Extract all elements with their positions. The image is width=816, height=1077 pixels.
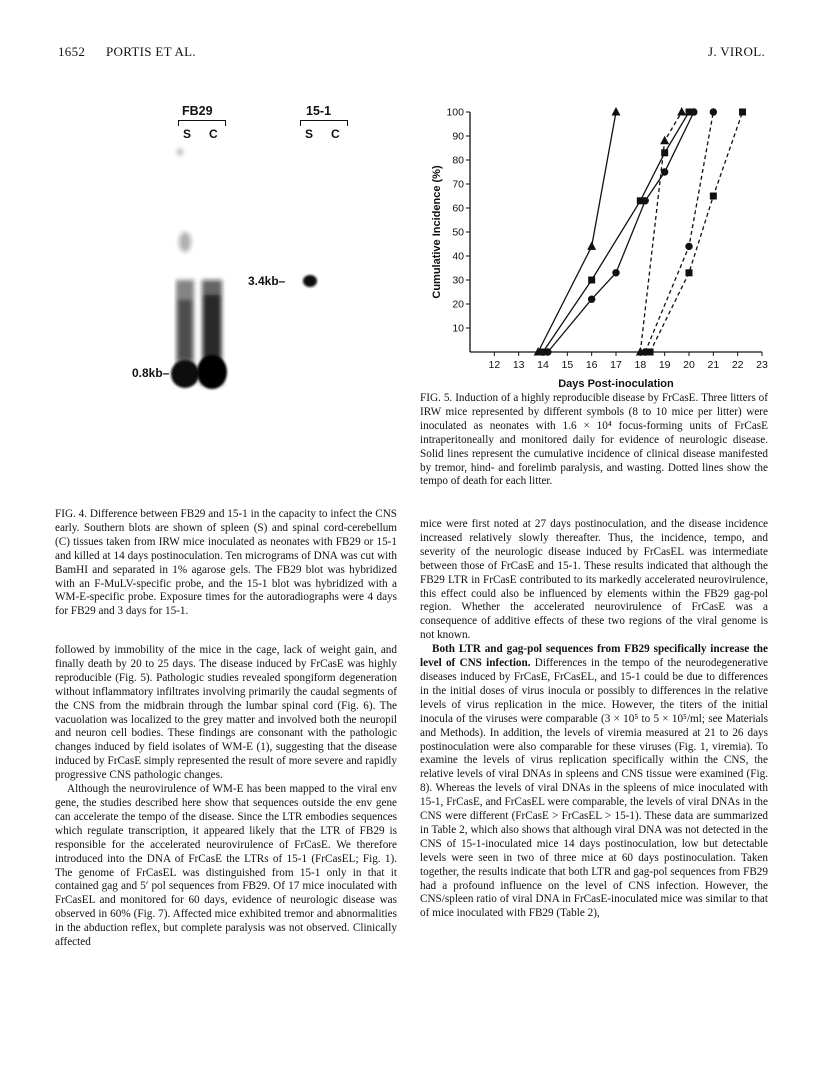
x-tick-label: 15 [561,359,574,371]
lane-label-fb29-c: C [209,127,218,141]
data-point-square [588,277,595,284]
right-column [420,518,768,921]
series-line-5 [645,112,713,352]
y-tick-label: 40 [452,250,464,263]
right-paragraph-1: mice were first noted at 27 days postinoculation, and the disease incidence increased relatively slowly thereafter. Thus, the incidence, tempo, and severity of the neurologic disease induced by FrCasEL was intermediate between those of FrCasE and 15-1. These results indicated that although the FB29 LTR in FrCasE contributed to its markedly accelerated neurovirulence, this effect could also be influenced by elements within the FB29 gag-pol region. Whether the accelerated neurovirulence of FrCasE was a consequence of additive effects of these two regions of the viral genome is not known. [420,518,768,642]
left-paragraph-2: Although the neurovirulence of WM-E has been mapped to the viral env gene, the studies described here show that sequences outside the env gene can accelerate the tempo of the disease. Since the LTR embodies sequences which regulate transcription, it appeared likely that the LTR of FB29 is responsible for the accelerated neurovirulence of FrCasE. We therefore introduced into the DNA of FrCasE the LTRs of 15-1 (FrCasEL; Fig. 1). The genome of FrCasEL was distinguished from 15-1 only in that it contained gag and 5′ pol sequences from FB29. Of 17 mice inoculated with FrCasEL and monitored for 60 days, evidence of neurologic disease was observed in 60% (Fig. 7). Affected mice exhibited tremor and abnormalities in the abduction reflex, but complete paralysis was not observed. Clinically affected [55,783,397,949]
x-tick-label: 12 [488,359,501,371]
band-fb29-c-0.8kb [197,355,227,389]
blot-title-15-1: 15-1 [306,104,332,118]
x-tick-label: 19 [658,359,671,371]
x-tick-label: 14 [537,359,549,371]
journal-name: J. VIROL. [708,44,765,59]
left-paragraph-1: followed by immobility of the mice in the cage, lack of weight gain, and finally death by 20 to 25 days. The disease induced by FrCasE was highly reproducible (Fig. 5). Pathologic studies revealed spongiform degeneration without inflammatory infiltrates involving primarily the caudal segments of the CNS from the midbrain through the lumbar spinal cord (Fig. 6). The vacuolation was localized to the grey matter and involved both the neuropil and neuron cell bodies. These findings are consonant with the pathologic changes induced by field isolates of WM-E (1), suggesting that the disease induced by FrCasE simply represented the result of more severe and rapidly progressive CNS pathologic changes. [55,644,397,782]
lane-label-fb29-s: S [183,127,192,141]
figure-5-chart [420,100,780,392]
x-tick-label: 20 [683,359,695,371]
series-line-2 [543,112,689,352]
y-tick-label: 50 [452,226,464,239]
data-point-circle [690,108,697,115]
x-tick-label: 13 [512,359,525,371]
y-tick-label: 80 [452,154,464,167]
blot-autoradiograph [52,100,352,490]
data-point-circle [642,197,649,204]
section-heading: Both LTR and gag-pol sequences from FB29 specifically increase the level of CNS infection. [420,643,768,670]
data-point-circle [588,296,595,303]
x-tick-label: 23 [756,359,768,371]
data-point-circle [685,243,692,250]
blot-title-fb29: FB29 [182,104,213,118]
data-point-square [686,269,693,276]
y-tick-label: 10 [452,322,464,335]
x-tick-label: 21 [707,359,720,371]
x-tick-label: 16 [585,359,598,371]
data-point-square [647,349,654,356]
data-point-triangle [612,107,621,116]
data-point-circle [710,108,717,115]
lane-label-15-1-s: S [305,127,314,141]
data-point-triangle [677,107,686,116]
band-fb29-s-0.8kb [171,360,199,388]
left-column [55,644,397,950]
lane-fb29-s-smear [176,148,196,382]
data-point-square [739,109,746,116]
figure-5-caption: FIG. 5. Induction of a highly reproducible disease by FrCasE. Three litters of IRW mice represented by different symbols (8 to 10 mice per litter) were inoculated as neonates with 1.6 × 10⁴ focus-forming units of FrCasE intraperitoneally and monitored daily for evidence of neurologic disease. Solid lines represent the cumulative incidence of clinical disease manifested by tremor, hind- and forelimb paralysis, and wasting. Dotted lines show the tempo of death for each litter. [420,392,768,488]
running-authors: PORTIS ET AL. [106,44,196,59]
data-point-square [661,149,668,156]
y-tick-label: 90 [452,130,464,143]
data-point-triangle [660,136,669,145]
x-tick-label: 22 [731,359,744,371]
marker-0.8kb: 0.8kb– [132,366,170,380]
x-tick-label: 18 [634,359,647,371]
data-point-square [710,193,717,200]
marker-3.4kb: 3.4kb– [248,274,286,288]
figure-4-caption: FIG. 4. Difference between FB29 and 15-1 in the capacity to infect the CNS early. Southern blots are shown of spleen (S) and spinal cord-cerebellum (C) tissues taken from IRW mice inoculated as neonates with FB29 or 15-1 and killed at 14 days postinoculation. Ten micrograms of DNA was cut with BamHI and separated in 1% agarose gels. The FB29 blot was hybridized with an F-MuLV-specific probe, and the 15-1 blot was hybridized with a WM-E-specific probe. Exposure times for the autoradiographs were 4 days for FB29 and 3 days for 15-1. [55,508,397,618]
page-number: 1652 [58,44,86,59]
x-axis-label: Days Post-inoculation [558,378,674,390]
band-15-1-s-3.4kb [303,275,317,287]
y-tick-label: 70 [452,178,464,191]
x-tick-label: 17 [610,359,622,371]
lane-label-15-1-c: C [331,127,340,141]
y-tick-label: 30 [452,274,464,287]
data-point-triangle [587,241,596,250]
figure-4-blots [52,100,352,490]
y-axis-label: Cumulative Incidence (%) [431,165,443,299]
y-tick-label: 100 [446,106,464,119]
y-tick-label: 20 [452,298,464,311]
data-point-circle [612,269,619,276]
data-point-circle [544,348,551,355]
data-point-circle [661,168,668,175]
series-line-4 [640,112,681,352]
right-paragraph-2: Differences in the tempo of the neurodegenerative diseases induced by FrCasE, FrCasEL, and 15-1 could be due to differences in the initial doses of virus inocula or possibly to differences in the relative levels of virus replication in the mice. However, the titers of the initial inocula of the viruses were comparable (3 × 10⁵ to 5 × 10⁵/ml; see Materials and Methods). In addition, the levels of viremia measured at 21 to 26 days postinoculation were also comparable for these viruses (Fig. 1, viremia). To examine the levels of virus replication specifically within the CNS, the relative levels of viral DNAs in spleens and CNS tissue were examined (Fig. 8). Whereas the levels of viral DNAs in the spleens of mice inoculated with 15-1, FrCasE, and FrCasEL were comparable, the levels of viral DNAs in the CNS were different (FrCasE > FrCasEL > 15-1). These data are summarized in Table 2, which also shows that although viral DNA was not detected in the CNS of 15-1-inoculated mice 14 days postinoculation, low but detectable levels were seen in two of three mice at 60 days postinoculation. Taken together, the results indicate that both LTR and gag-pol sequences from FB29 had a profound influence on the level of CNS infection. However, the CNS/spleen ratio of viral DNA in FrCasE-inoculated mice was similar to that of mice inoculated with FB29 (Table 2), [420,657,769,920]
y-tick-label: 60 [452,202,464,215]
